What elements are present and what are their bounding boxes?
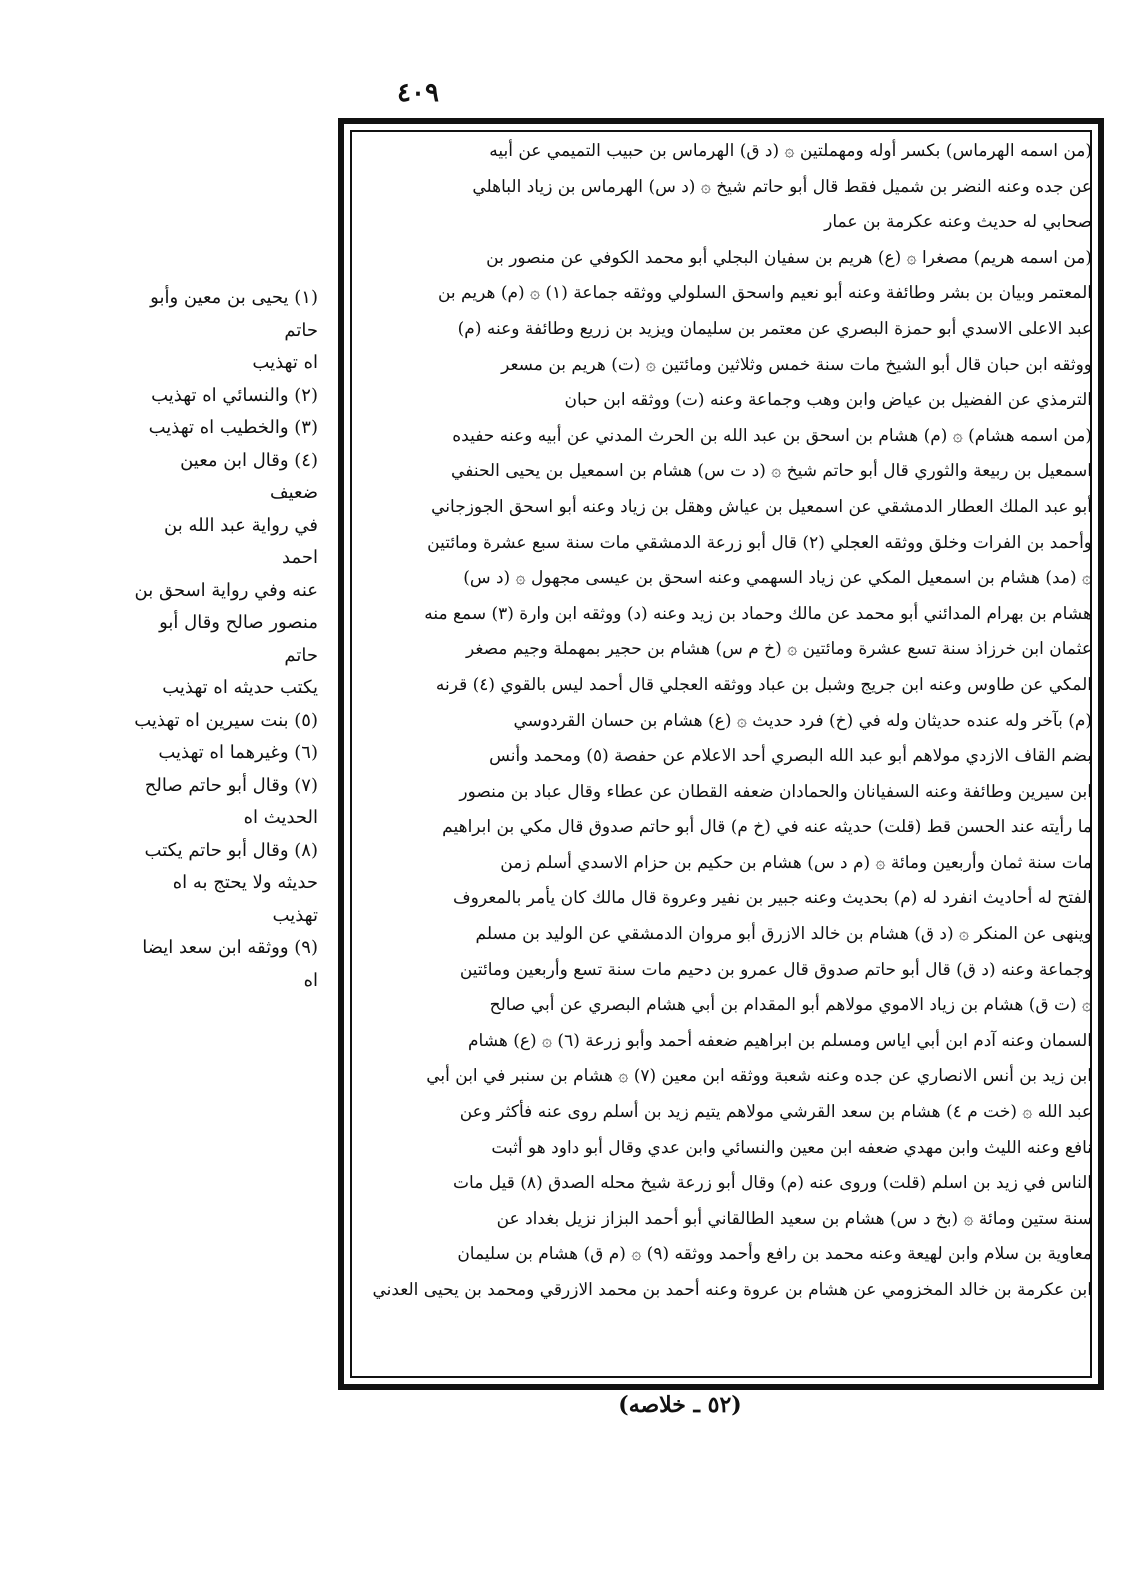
margin-note-line: تهذيب: [272, 904, 318, 926]
main-line: سنة ستين ومائة ۞ (بخ د س) هشام بن سعيد الطالقاني أبو أحمد البزاز نزيل بغداد عن: [496, 1208, 1092, 1229]
margin-note-line: منصور صالح وقال أبو حاتم: [159, 612, 318, 666]
main-line: وينهى عن المنكر ۞ (د ق) هشام بن خالد الازرق أبو مروان الدمشقي عن الوليد بن مسلم: [475, 924, 1092, 945]
main-line: (من اسمه الهرماس) بكسر أوله ومهملتين ۞ (د ق) الهرماس بن حبيب التميمي عن أبيه: [489, 141, 1092, 161]
margin-note-line: اه: [303, 969, 318, 991]
margin-note-line: (٩) ووثقه ابن سعد ايضا: [142, 937, 318, 958]
main-line: وأحمد بن الفرات وخلق ووثقه العجلي (٢) قال أبو زرعة الدمشقي مات سنة سبع عشرة ومائتين: [427, 532, 1092, 553]
main-line: ابن سيرين وطائفة وعنه السفيانان والحمادان ضعفه القطان عن عطاء وقال عباد بن منصور: [459, 781, 1092, 802]
main-line: الترمذي عن الفضيل بن عياض وابن وهب وجماعة وعنه (ت) ووثقه ابن حبان: [564, 390, 1092, 411]
margin-note-line: (٥) بنت سيرين اه تهذيب: [134, 709, 318, 731]
main-line: (من اسمه هريم) مصغرا ۞ (ع) هريم بن سفيان البجلي أبو محمد الكوفي عن منصور بن: [486, 247, 1092, 268]
main-line: السمان وعنه آدم ابن أبي اياس ومسلم بن ابراهيم ضعفه أحمد وأبو زرعة (٦) ۞ (ع) هشام: [468, 1030, 1092, 1051]
main-line: مات سنة ثمان وأربعين ومائة ۞ (م د س) هشام بن حكيم بن حزام الاسدي أسلم زمن: [500, 852, 1092, 873]
margin-notes: [128, 282, 318, 991]
margin-note-line: (٢) والنسائي اه تهذيب: [151, 384, 318, 406]
main-line: (من اسمه هشام) ۞ (م) هشام بن اسحق بن عبد الله بن الحرث المدني عن أبيه وعنه حفيده: [452, 425, 1092, 446]
main-line: عثمان ابن خرزاذ سنة تسع عشرة ومائتين ۞ (خ م س) هشام بن حجير بمهملة وجيم مصغر: [465, 639, 1092, 660]
margin-note-line: يكتب حديثه اه تهذيب: [162, 677, 318, 698]
main-line: بضم القاف الازدي مولاهم أبو عبد الله البصري أحد الاعلام عن حفصة (٥) ومحمد وأنس: [489, 746, 1092, 767]
main-line: المكي عن طاوس وعنه ابن جريج وشبل بن عباد ووثقه العجلي قال أحمد ليس بالقوي (٤) قرنه: [435, 674, 1092, 695]
margin-note-line: عنه وفي رواية اسحق بن: [134, 579, 318, 601]
main-text-block: [348, 134, 1092, 1380]
page-number: ٤٠٩: [397, 78, 439, 108]
main-line: عبد الاعلى الاسدي أبو حمزة البصري عن معتمر بن سليمان ويزيد بن زريع وطائفة وعنه (م): [457, 318, 1092, 339]
main-line: عبد الله ۞ (خت م ٤) هشام بن سعد القرشي مولاهم يتيم زيد بن أسلم روى عنه فأكثر وعن: [459, 1102, 1092, 1123]
main-line: ۞ (مد) هشام بن اسمعيل المكي عن زياد السهمي وعنه اسحق بن عيسى مجهول ۞ (د س): [463, 568, 1092, 589]
main-line: الناس في زيد بن اسلم (قلت) وروى عنه (م) وقال أبو زرعة شيخ محله الصدق (٨) قيل مات: [453, 1173, 1092, 1194]
margin-note-line: في رواية عبد الله بن احمد: [164, 514, 318, 568]
main-line: وجماعة وعنه (د ق) قال أبو حاتم صدوق قال عمرو بن دحيم مات سنة تسع وأربعين ومائتين: [459, 959, 1092, 980]
main-line: المعتمر وبيان بن بشر وطائفة وعنه أبو نعيم واسحق السلولي ووثقه جماعة (١) ۞ (م) هريم بن: [437, 283, 1092, 304]
margin-note-line: (٨) وقال أبو حاتم يكتب: [144, 839, 318, 861]
main-line: ابن عكرمة بن خالد المخزومي عن هشام بن عروة وعنه أحمد بن محمد الازرقي ومحمد بن يحيى العدني: [372, 1280, 1092, 1300]
main-line: اسمعيل بن ربيعة والثوري قال أبو حاتم شيخ ۞ (د ت س) هشام بن اسمعيل بن يحيى الحنفي: [451, 461, 1092, 482]
main-line: (م) بآخر وله عنده حديثان وله في (خ) فرد حديث ۞ (ع) هشام بن حسان القردوسي: [513, 710, 1092, 731]
main-line: عن جده وعنه النضر بن شميل فقط قال أبو حاتم شيخ ۞ (د س) الهرماس بن زياد الباهلي: [472, 176, 1092, 197]
main-line: ما رأيته عند الحسن قط (قلت) حديثه عنه في (خ م) قال أبو حاتم صدوق قال مكي بن ابراهيم: [442, 817, 1092, 838]
margin-note-line: الحديث اه: [243, 807, 318, 828]
main-line: أبو عبد الملك العطار الدمشقي عن اسمعيل بن عياش وهقل بن زياد وعنه أبو اسحق الجوزجاني: [431, 496, 1092, 517]
main-line: معاوية بن سلام وابن لهيعة وعنه محمد بن رافع وأحمد ووثقه (٩) ۞ (م ق) هشام بن سليمان: [457, 1244, 1092, 1265]
margin-note-line: (٦) وغيرهما اه تهذيب: [158, 742, 318, 763]
margin-note-line: (٤) وقال ابن معين ضعيف: [180, 449, 318, 503]
main-line: ابن زيد بن أنس الانصاري عن جده وعنه شعبة ووثقه ابن معين (٧) ۞ هشام بن سنبر في ابن أبي: [426, 1066, 1092, 1087]
margin-note-line: حديثه ولا يحتج به اه: [172, 872, 318, 893]
main-line: الفتح له أحاديث انفرد له (م) بحديث وعنه جبير بن نفير وعروة قال مالك كان يأمر بالمعروف: [453, 888, 1092, 909]
main-line: ووثقه ابن حبان قال أبو الشيخ مات سنة خمس وثلاثين ومائتين ۞ (ت) هريم بن مسعر: [501, 354, 1092, 375]
main-line: هشام بن بهرام المدائني أبو محمد عن مالك وحماد بن زيد وعنه (د) ووثقه ابن وارة (٣) سمع منه: [424, 603, 1092, 624]
margin-note-line: (١) يحيى بن معين وأبو حاتم: [150, 287, 318, 341]
margin-note-line: (٣) والخطيب اه تهذيب: [148, 417, 318, 438]
main-line: ۞ (ت ق) هشام بن زياد الاموي مولاهم أبو المقدام بن أبي هشام البصري عن أبي صالح: [489, 995, 1092, 1016]
main-line: صحابي له حديث وعنه عكرمة بن عمار: [824, 212, 1092, 233]
signature-label: (٥٢ ـ خلاصه): [618, 1392, 742, 1418]
margin-note-line: (٧) وقال أبو حاتم صالح: [144, 774, 318, 796]
main-line: نافع وعنه الليث وابن مهدي ضعفه ابن معين والنسائي وابن عدي وقال أبو داود هو أثبت: [491, 1137, 1092, 1158]
margin-note-line: اه تهذيب: [252, 352, 318, 373]
